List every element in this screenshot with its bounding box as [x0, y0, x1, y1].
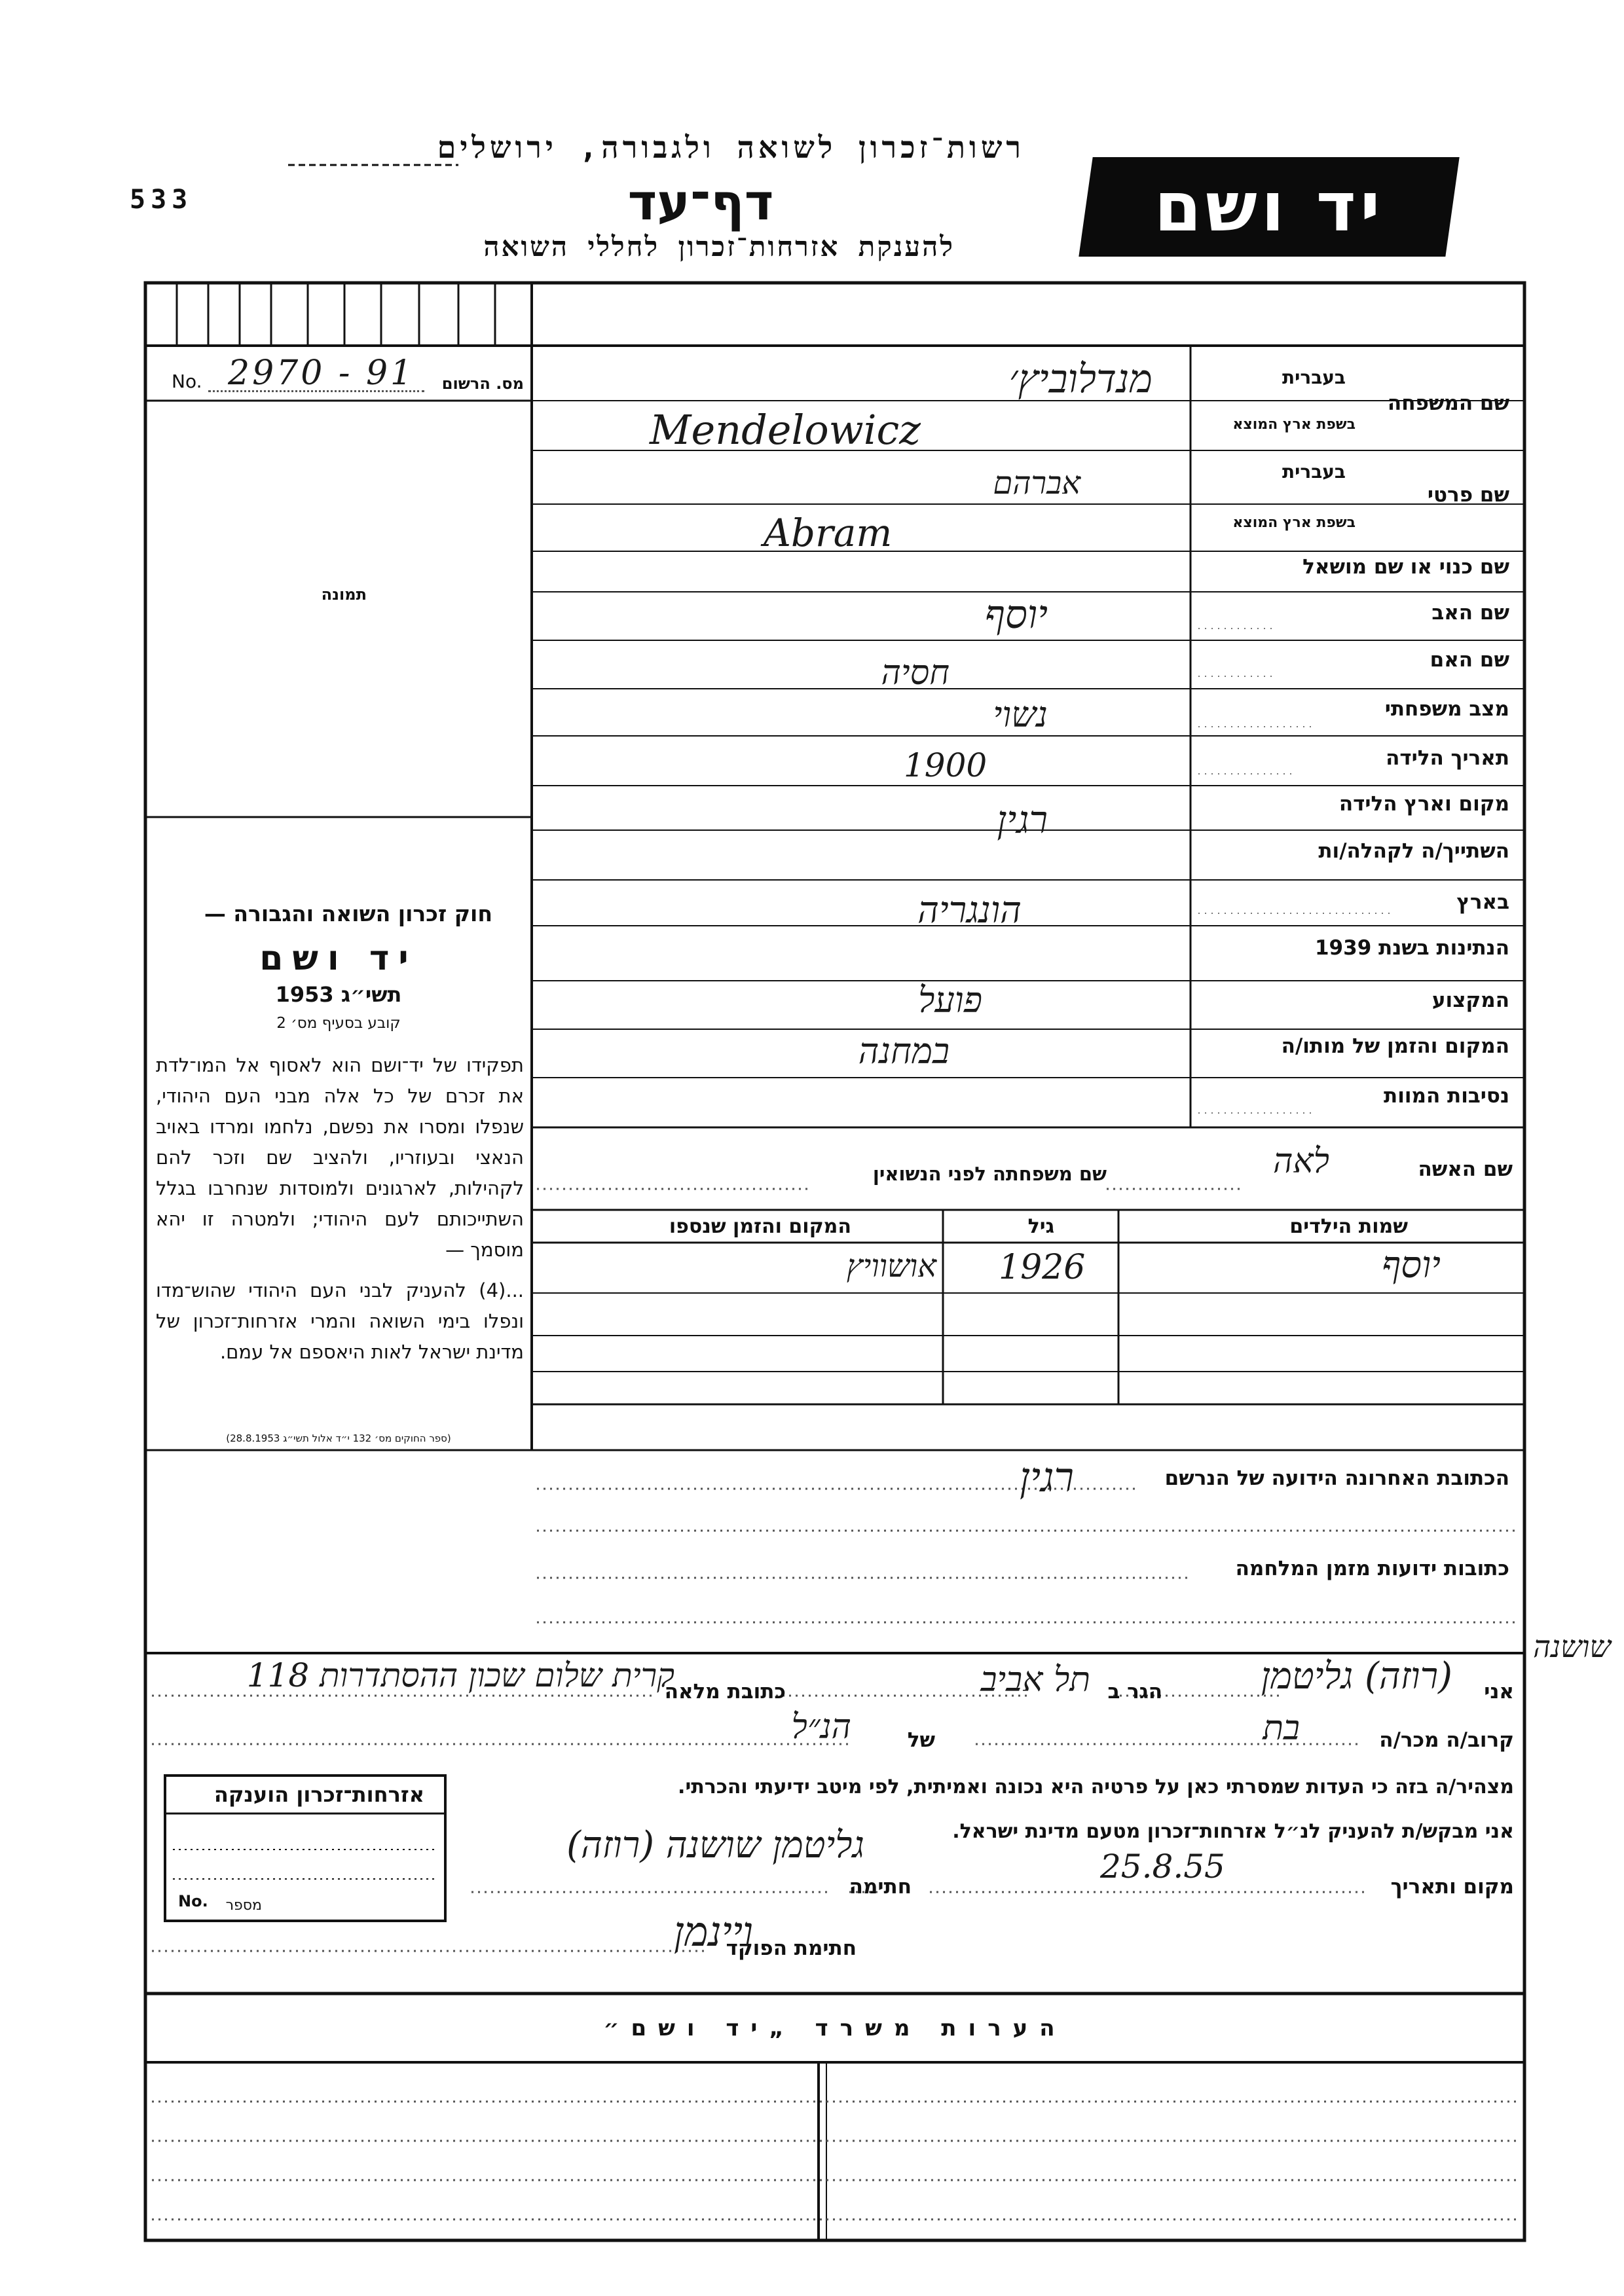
first-name-hebrew-value[interactable]: אברהם	[993, 465, 1080, 501]
nickname-label: שם כנוי או שם מושאל	[1302, 555, 1509, 579]
declarant-name-value[interactable]: (רוזה) גליטמן	[1261, 1655, 1452, 1698]
profession-label: המקצוע	[1431, 989, 1509, 1012]
of-label: של	[907, 1728, 935, 1752]
registration-number: 2970 - 91	[228, 354, 415, 393]
of-value[interactable]: הנ״ל	[791, 1707, 851, 1747]
death-place-label: המקום והזמן של מותו/ה	[1281, 1034, 1509, 1058]
children-names-header: שמות הילדים	[1289, 1215, 1408, 1238]
child-name-value[interactable]: יוסף	[1382, 1244, 1441, 1286]
declarant-city-value[interactable]: תל אביב	[980, 1660, 1090, 1700]
children-place-header: המקום והזמן שנספו	[669, 1215, 851, 1238]
first-name-hebrew-label: בעברית	[1282, 461, 1346, 483]
margin-note: שושנה	[1533, 1629, 1611, 1664]
country-value[interactable]: הונגריה	[917, 889, 1022, 932]
request-text: אני מבקש/ת להעניק לנ״ל אזרחות־זכרון מטעם מדינת ישראל.	[952, 1820, 1514, 1843]
birthplace-label: מקום וארץ הלידה	[1338, 792, 1509, 816]
form-subtitle: להענקת אזרחות־זכרון לחללי השואה	[483, 230, 955, 263]
office-remarks-title: הערות משרד „יד ושם״	[603, 2015, 1067, 2041]
official-signature-value[interactable]: ויינמן	[673, 1908, 753, 1956]
birthdate-label: תאריך הלידה	[1386, 746, 1509, 770]
signature-value[interactable]: גליטמן שושנה (רוזה)	[566, 1824, 864, 1867]
declarant-full-address-label: כתובת מלאה	[664, 1680, 786, 1704]
children-age-header: גיל	[1027, 1215, 1054, 1238]
registration-dots	[208, 390, 424, 392]
citizenship-label: הנתינות בשנת 1939	[1314, 936, 1509, 960]
first-name-origin-value[interactable]: Abram	[764, 511, 893, 555]
relation-value[interactable]: בת	[1263, 1709, 1300, 1748]
mother-value[interactable]: חסיה	[881, 653, 950, 693]
surname-hebrew-value[interactable]: מנדלוביץ׳	[1008, 356, 1153, 402]
law-text-citizenship: ...(4) להעניק לבני העם היהודי שהוש־מדו ונפלו בימי השואה והמרי אזרחות־זכרון של מדינת ישראל לאות היאספם אל עמם.	[156, 1279, 524, 1363]
awarded-box-number-label: מספר	[225, 1897, 262, 1914]
profession-value[interactable]: פועל	[918, 979, 982, 1021]
law-name: יד ושם	[259, 939, 418, 978]
declarant-ani-label: אני	[1484, 1680, 1514, 1704]
last-address-value[interactable]: רגין	[1020, 1453, 1074, 1501]
photo-label: תמונה	[321, 585, 367, 604]
community-label: השתייך/ה לקהלה/ות	[1318, 839, 1509, 863]
marital-status-label: מצב משפחתי	[1384, 697, 1509, 721]
wife-maiden-label: שם משפחתה לפני הנשואין	[872, 1163, 1107, 1185]
logo-text: יד ושם	[1154, 167, 1384, 247]
child-place-value[interactable]: אושוויץ	[846, 1248, 936, 1285]
law-title: חוק זכרון השואה והגבורה —	[204, 901, 492, 926]
father-value[interactable]: יוסף	[984, 592, 1048, 638]
wife-value[interactable]: לאה	[1273, 1142, 1329, 1181]
signature-label: חתימה	[849, 1875, 912, 1899]
form-title: דף־עד	[627, 173, 774, 231]
institution-title: רשות־זכרון לשואה ולגבורה, ירושלים	[437, 130, 1025, 165]
death-place-value[interactable]: במחנה	[858, 1030, 950, 1072]
law-footnote: (ספר החוקים מס׳ 132 י״ד אלול תשי״ג 28.8.1953)	[226, 1432, 451, 1444]
first-name-label: שם פרטי	[1427, 483, 1509, 507]
first-name-origin-label: בשפת ארץ המוצא	[1232, 515, 1356, 531]
registration-label: מס. הרשום	[441, 374, 524, 393]
mother-label: שם האם	[1430, 648, 1509, 672]
surname-hebrew-label: בעברית	[1282, 367, 1346, 388]
last-address-label: הכתובת האחרונה הידועה של הנרשם	[1164, 1467, 1509, 1490]
declarant-address-value[interactable]: קרית שלום שכון ההסתדרות 118	[246, 1656, 674, 1694]
law-year: תשי״ג 1953	[275, 982, 402, 1007]
birthdate-value[interactable]: 1900	[904, 746, 987, 784]
war-address-label: כתובות ידועות מזמן המלחמה	[1235, 1557, 1509, 1580]
death-circumstances-label: נסיבות המוות	[1384, 1084, 1509, 1108]
father-label: שם האב	[1431, 601, 1509, 625]
marital-status-value[interactable]: נשוי	[993, 694, 1048, 735]
law-clause: קובע בסעיף מס׳ 2	[276, 1015, 401, 1032]
country-label: בארץ	[1456, 890, 1509, 914]
awarded-box-no-label: No.	[178, 1892, 208, 1910]
page-number: 533	[130, 185, 193, 215]
child-age-value[interactable]: 1926	[999, 1248, 1086, 1287]
relative-label: קרוב/ה מכר/ה	[1379, 1728, 1514, 1752]
yad-vashem-logo	[1079, 157, 1459, 257]
surname-origin-value[interactable]: Mendelowicz	[650, 406, 921, 454]
declaration-text: מצהיר/ה בזה כי העדות שמסרתי כאן על פרטיה היא נכונה ואמיתית, לפי מיטב ידיעתי והכרתי.	[678, 1776, 1514, 1798]
awarded-box-title: אזרחות־זכרון הוענקה	[213, 1782, 424, 1807]
surname-origin-label: בשפת ארץ המוצא	[1232, 416, 1356, 433]
place-date-label: מקום ותאריך	[1390, 1875, 1514, 1899]
declarant-resides-label: הגר ב	[1107, 1680, 1162, 1704]
registration-no-label: No.	[172, 371, 202, 392]
official-signature-label: חתימת הפוקד	[726, 1937, 857, 1960]
surname-label: שם המשפחה	[1387, 392, 1509, 415]
community-value[interactable]: רגין	[997, 797, 1048, 842]
date-value[interactable]: 25.8.55	[1100, 1848, 1225, 1886]
wife-label: שם האשה	[1418, 1157, 1513, 1181]
law-text-purpose: תפקידו של יד־ושם הוא לאסוף אל המו־לדת את זכרם של כל אלה מבני העם היהודי, שנפלו ומסרו את נפשם, נלחמו ומרדו באויב הנאצי ובעוזריו, ולהציב שם וזכר להם לקהילות, לארגונים ולמוסדות שנחרבו בגלל השתייכותם לעם היהודי; ולמטרה זו יהא מוסמך —	[156, 1054, 524, 1261]
